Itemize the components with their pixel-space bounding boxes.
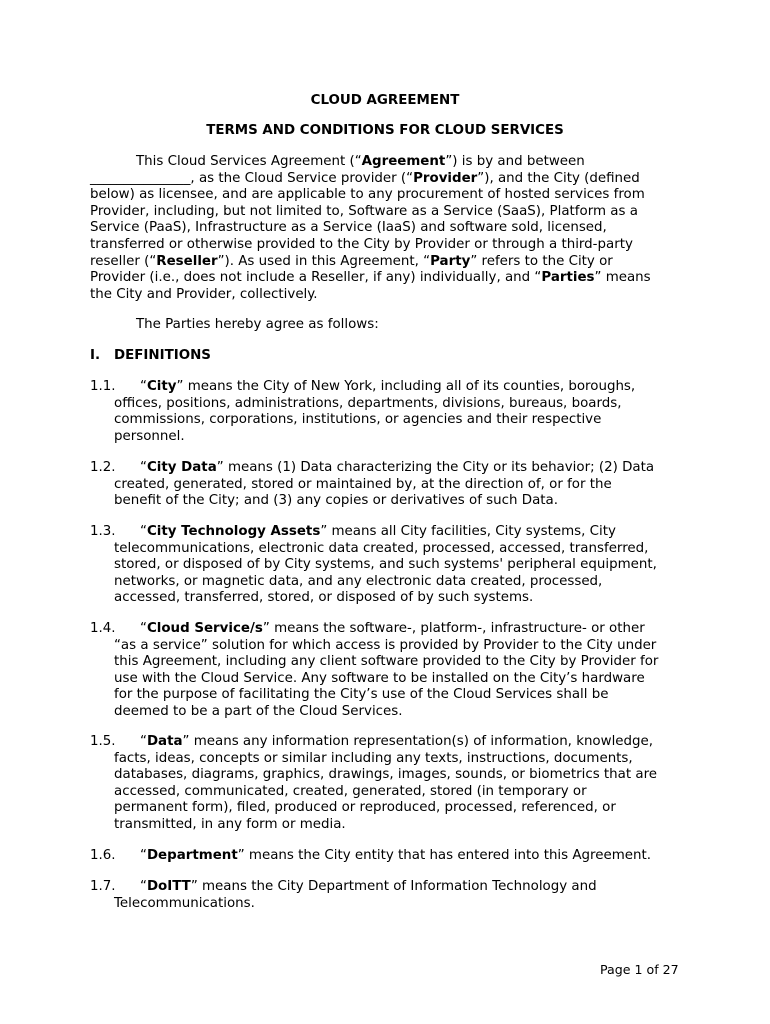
defined-term: DoITT: [146, 879, 191, 894]
definition-item: 1.2. “City Data” means (1) Data characterizing the City or its behavior; (2) Data created, generated, stored or maintained by, at the direction of, or for the benefit of the City; and (3) any copies or derivatives of such Data.: [90, 460, 655, 509]
definition-item: 1.3. “City Technology Assets” means all City facilities, City systems, City telecommunications, electronic data created, processed, accessed, transferred, stored, or disposed of by City systems, and such systems' peripheral equipment, networks, or magnetic data, and any electronic data created, processed, accessed, transferred, stored, or disposed of by such systems.: [90, 524, 657, 606]
defined-term: Party: [430, 253, 471, 269]
intro-line: reseller (“Reseller”). As used in this Agreement, “Party” refers to the City or: [90, 253, 613, 269]
intro-line: Provider, including, but not limited to, Software as a Service (SaaS), Platform as a: [90, 203, 638, 219]
definition-item: 1.4. “Cloud Service/s” means the software-, platform-, infrastructure- or other “as a service” solution for which access is provided by Provider to the City under this Agreement, including any client software provided to the City by Provider for use with the Cloud Service. Any software to be installed on the City’s hardware for the purpose of facilitating the City’s use of the Cloud Services shall be deemed to be a part of the Cloud Services.: [90, 621, 659, 719]
page-number: Page 1 of 27: [600, 962, 679, 977]
intro-line: _______________, as the Cloud Service provider (“Provider”), and the City (defined: [90, 170, 640, 186]
defined-term: City Data: [146, 460, 217, 475]
section-number: I.: [90, 348, 101, 363]
agree-paragraph: The Parties hereby agree as follows:: [136, 317, 379, 332]
intro-line: below) as licensee, and are applicable to any procurement of hosted services from: [90, 187, 645, 203]
defined-term: Department: [146, 848, 238, 863]
item-number: 1.3.: [90, 524, 116, 539]
defined-term: Agreement: [361, 154, 446, 169]
defined-term: Reseller: [156, 253, 218, 269]
item-number: 1.4.: [90, 621, 116, 636]
item-number: 1.2.: [90, 460, 116, 475]
defined-term: Parties: [541, 270, 595, 286]
intro-line: Service (PaaS), Infrastructure as a Service (IaaS) and software sold, licensed,: [90, 220, 607, 236]
definition-item: 1.6. “Department” means the City entity that has entered into this Agreement.: [90, 848, 652, 863]
defined-term: City: [146, 379, 177, 394]
definition-item: 1.1. “City” means the City of New York, including all of its counties, boroughs, offices, positions, administrations, departments, divisions, bureaus, boards, commissions, corporations, institutions, or agencies and their respective personnel.: [90, 379, 636, 444]
item-number: 1.1.: [90, 379, 116, 394]
intro-line: Provider (i.e., does not include a Reseller, if any) individually, and “Parties” means: [90, 270, 651, 286]
document-subtitle: TERMS AND CONDITIONS FOR CLOUD SERVICES: [206, 123, 564, 138]
defined-term: Provider: [413, 170, 478, 186]
item-number: 1.7.: [90, 879, 116, 894]
item-number: 1.6.: [90, 848, 116, 863]
intro-paragraph: [90, 154, 690, 303]
intro-line: transferred or otherwise provided to the City by Provider or through a third-party: [90, 236, 633, 252]
section-heading: [90, 348, 211, 363]
definition-item: 1.7. “DoITT” means the City Department of Information Technology and Telecommunications.: [90, 879, 597, 911]
item-number: 1.5.: [90, 734, 116, 749]
defined-term: Cloud Service/s: [146, 621, 263, 636]
defined-term: Data: [146, 734, 183, 749]
intro-line: the City and Provider, collectively.: [90, 286, 318, 302]
document-title: CLOUD AGREEMENT: [310, 93, 460, 108]
section-title: DEFINITIONS: [114, 348, 211, 363]
definition-item: 1.5. “Data” means any information representation(s) of information, knowledge, facts, ideas, concepts or similar including any texts, instructions, documents, databases, diagrams, graphics, drawings, images, sounds, or biometrics that are accessed, communicated, created, generated, stored (in temporary or permanent form), filed, produced or reproduced, processed, referenced, or transmitted, in any form or media.: [90, 734, 658, 832]
intro-line: This Cloud Services Agreement (“Agreement”) is by and between: [136, 154, 585, 169]
defined-term: City Technology Assets: [146, 524, 321, 539]
